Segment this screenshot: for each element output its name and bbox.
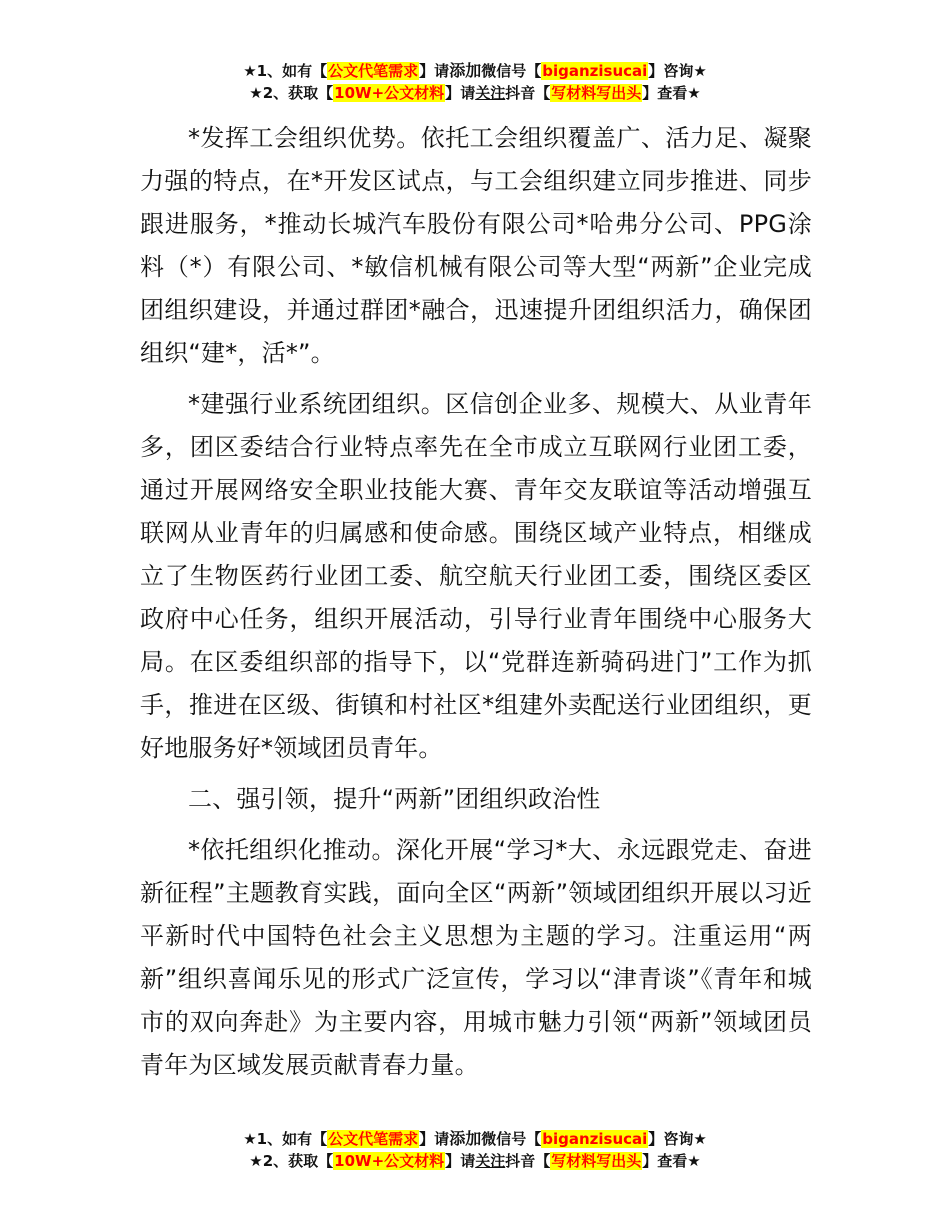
banner-bracket: 】 (642, 1152, 658, 1170)
banner-bracket: 】 (445, 1152, 461, 1170)
banner-bracket: 【 (526, 1130, 542, 1148)
banner-text: 咨询★ (663, 62, 707, 80)
banner-bracket: 】 (648, 1130, 664, 1148)
banner-bracket: 】 (419, 62, 435, 80)
banner-bracket: 】 (642, 84, 658, 102)
banner-bracket: 】 (419, 1130, 435, 1148)
footer-banner (0, 1128, 950, 1172)
banner-text: ★2、获取 (249, 84, 319, 102)
banner-emphasis: 添加 (449, 61, 482, 80)
banner-text: 微信号 (481, 1130, 527, 1148)
banner-highlight-service: 公文代笔需求 (328, 1130, 419, 1148)
banner-text: 请 (434, 62, 450, 80)
banner-text: 咨询★ (663, 1130, 707, 1148)
banner-text: 微信号 (481, 62, 527, 80)
banner-bracket: 【 (535, 84, 551, 102)
banner-highlight-wechat-id: biganzisucai (542, 1130, 648, 1148)
banner-text: ★1、如有 (243, 62, 313, 80)
banner-bracket: 【 (526, 62, 542, 80)
section-heading: 二、强引领，提升“两新”团组织政治性 (188, 785, 601, 813)
banner-emphasis: 关注 (475, 84, 506, 102)
banner-text: ★1、如有 (243, 1130, 313, 1148)
banner-text: 查看★ (657, 84, 701, 102)
banner-bracket: 【 (312, 62, 328, 80)
paragraph-organization-promotion: *依托组织化推动。深化开展“学习*大、永远跟党走、奋进新征程”主题教育实践，面向全区“两新”领域团组织开展以习近平新时代中国特色社会主义思想为主题的学习。注重运用“两新”组织喜闻乐见的形式广泛宣传，学习以“津青谈”《青年和城市的双向奔赴》为主要内容，用城市魅力引领“两新”领域团员青年为区域发展贡献青春力量。 (140, 836, 812, 1079)
banner-bracket: 【 (318, 1152, 334, 1170)
banner-line-2 (0, 82, 950, 104)
banner-text: 抖音 (505, 84, 536, 102)
banner-bracket: 【 (312, 1130, 328, 1148)
banner-line-1 (0, 60, 950, 82)
header-banner (0, 60, 950, 104)
banner-text: ★2、获取 (249, 1152, 319, 1170)
banner-highlight-douyin: 写材料写出头 (551, 1152, 642, 1170)
paragraph-industry-system: *建强行业系统团组织。区信创企业多、规模大、从业青年多，团区委结合行业特点率先在全市成立互联网行业团工委，通过开展网络安全职业技能大赛、青年交友联谊等活动增强互联网从业青年的归属感和使命感。围绕区域产业特点，相继成立了生物医药行业团工委、航空航天行业团工委，围绕区委区政府中心任务，组织开展活动，引导行业青年围绕中心服务大局。在区委组织部的指导下，以“党群连新骑码进门”工作为抓手，推进在区级、街镇和村社区*组建外卖配送行业团组织，更好地服务好*领域团员青年。 (140, 390, 812, 762)
banner-text: 请 (460, 1152, 476, 1170)
banner-text: 抖音 (505, 1152, 536, 1170)
paragraph-union-advantage: *发挥工会组织优势。依托工会组织覆盖广、活力足、凝聚力强的特点，在*开发区试点，与工会组织建立同步推进、同步跟进服务，*推动长城汽车股份有限公司*哈弗分公司、PPG涂料（*）有限公司、*敏信机械有限公司等大型“两新”企业完成团组织建设，并通过群团*融合，迅速提升团组织活力，确保团组织“建*，活*”。 (140, 124, 812, 367)
banner-bracket: 【 (535, 1152, 551, 1170)
banner-text: 请 (434, 1130, 450, 1148)
banner-text: 请 (460, 84, 476, 102)
document-body (140, 117, 812, 1087)
banner-emphasis: 关注 (475, 1152, 506, 1170)
banner-highlight-douyin: 写材料写出头 (551, 84, 642, 102)
banner-highlight-materials: 10W+公文材料 (334, 1152, 445, 1170)
banner-text: 查看★ (657, 1152, 701, 1170)
banner-bracket: 】 (445, 84, 461, 102)
banner-highlight-wechat-id: biganzisucai (542, 62, 648, 80)
banner-line-2 (0, 1150, 950, 1172)
banner-line-1 (0, 1128, 950, 1150)
banner-bracket: 【 (318, 84, 334, 102)
banner-bracket: 】 (648, 62, 664, 80)
banner-emphasis: 添加 (449, 1129, 482, 1148)
banner-highlight-service: 公文代笔需求 (328, 62, 419, 80)
banner-highlight-materials: 10W+公文材料 (334, 84, 445, 102)
